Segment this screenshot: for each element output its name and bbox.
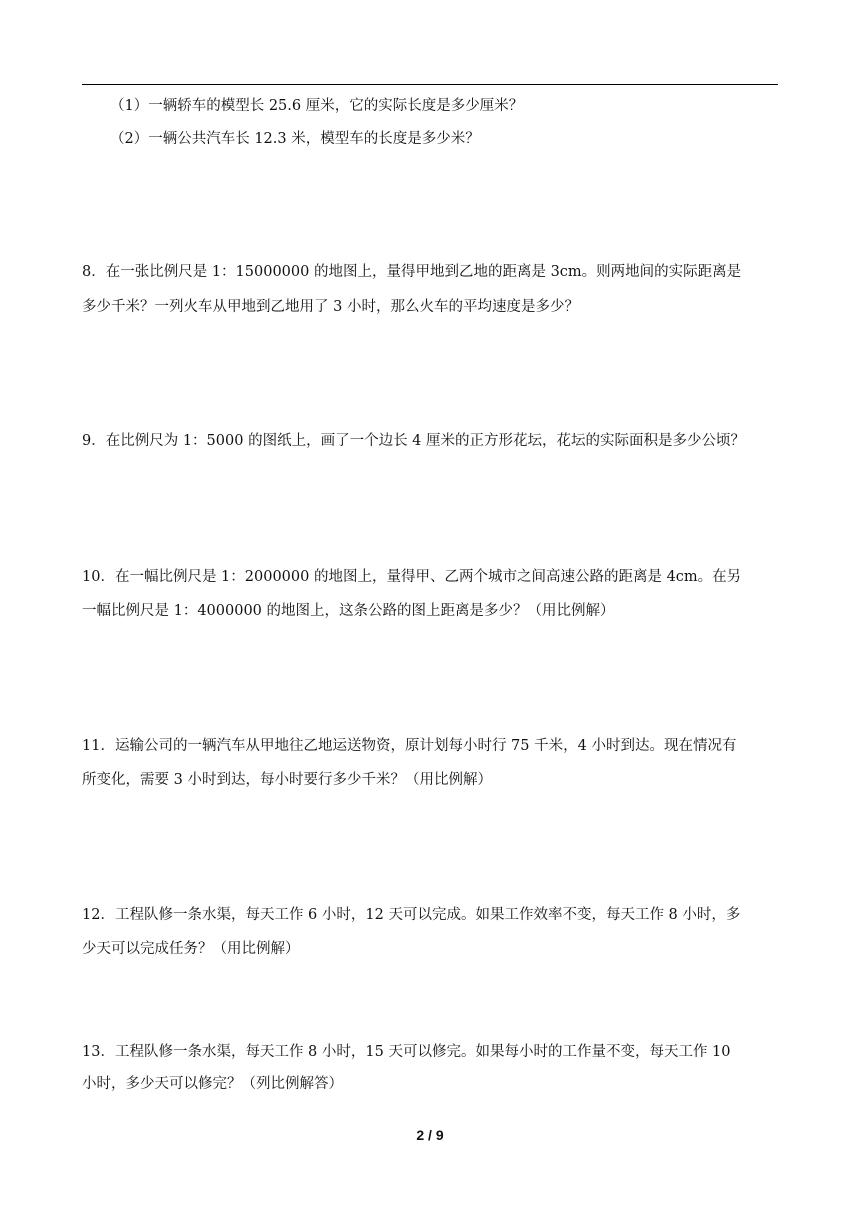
question-12-line-1: 12．工程队修一条水渠，每天工作 6 小时，12 天可以完成。如果工作效率不变，每天工作 8 小时，多 [82,907,741,923]
subquestion-1: （1）一辆轿车的模型长 25.6 厘米，它的实际长度是多少厘米？ [110,98,524,114]
question-11-line-1: 11．运输公司的一辆汽车从甲地往乙地运送物资，原计划每小时行 75 千米，4 小时到达。现在情况有 [82,738,737,754]
question-9-line-1: 9．在比例尺为 1：5000 的图纸上，画了一个边长 4 厘米的正方形花坛，花坛的实际面积是多少公顷？ [82,433,746,449]
question-8-line-1: 8．在一张比例尺是 1：15000000 的地图上，量得甲地到乙地的距离是 3cm。则两地间的实际距离是 [82,264,742,280]
subquestion-2: （2）一辆公共汽车长 12.3 米，模型车的长度是多少米？ [110,131,480,147]
question-10-line-2: 一幅比例尺是 1：4000000 的地图上，这条公路的图上距离是多少？（用比例解） [82,603,615,619]
question-12-line-2: 少天可以完成任务？（用比例解） [82,941,300,957]
question-13-line-1: 13．工程队修一条水渠，每天工作 8 小时，15 天可以修完。如果每小时的工作量不变，每天工作 10 [82,1044,731,1060]
header-rule [82,84,778,85]
question-8-line-2: 多少千米？一列火车从甲地到乙地用了 3 小时，那么火车的平均速度是多少？ [82,299,579,315]
page-number: 2 / 9 [416,1127,444,1143]
question-10-line-1: 10．在一幅比例尺是 1：2000000 的地图上，量得甲、乙两个城市之间高速公路的距离是 4cm。在另 [82,569,742,585]
question-11-line-2: 所变化，需要 3 小时到达，每小时要行多少千米？（用比例解） [82,772,492,788]
question-13-line-2: 小时，多少天可以修完？（列比例解答） [82,1076,343,1092]
